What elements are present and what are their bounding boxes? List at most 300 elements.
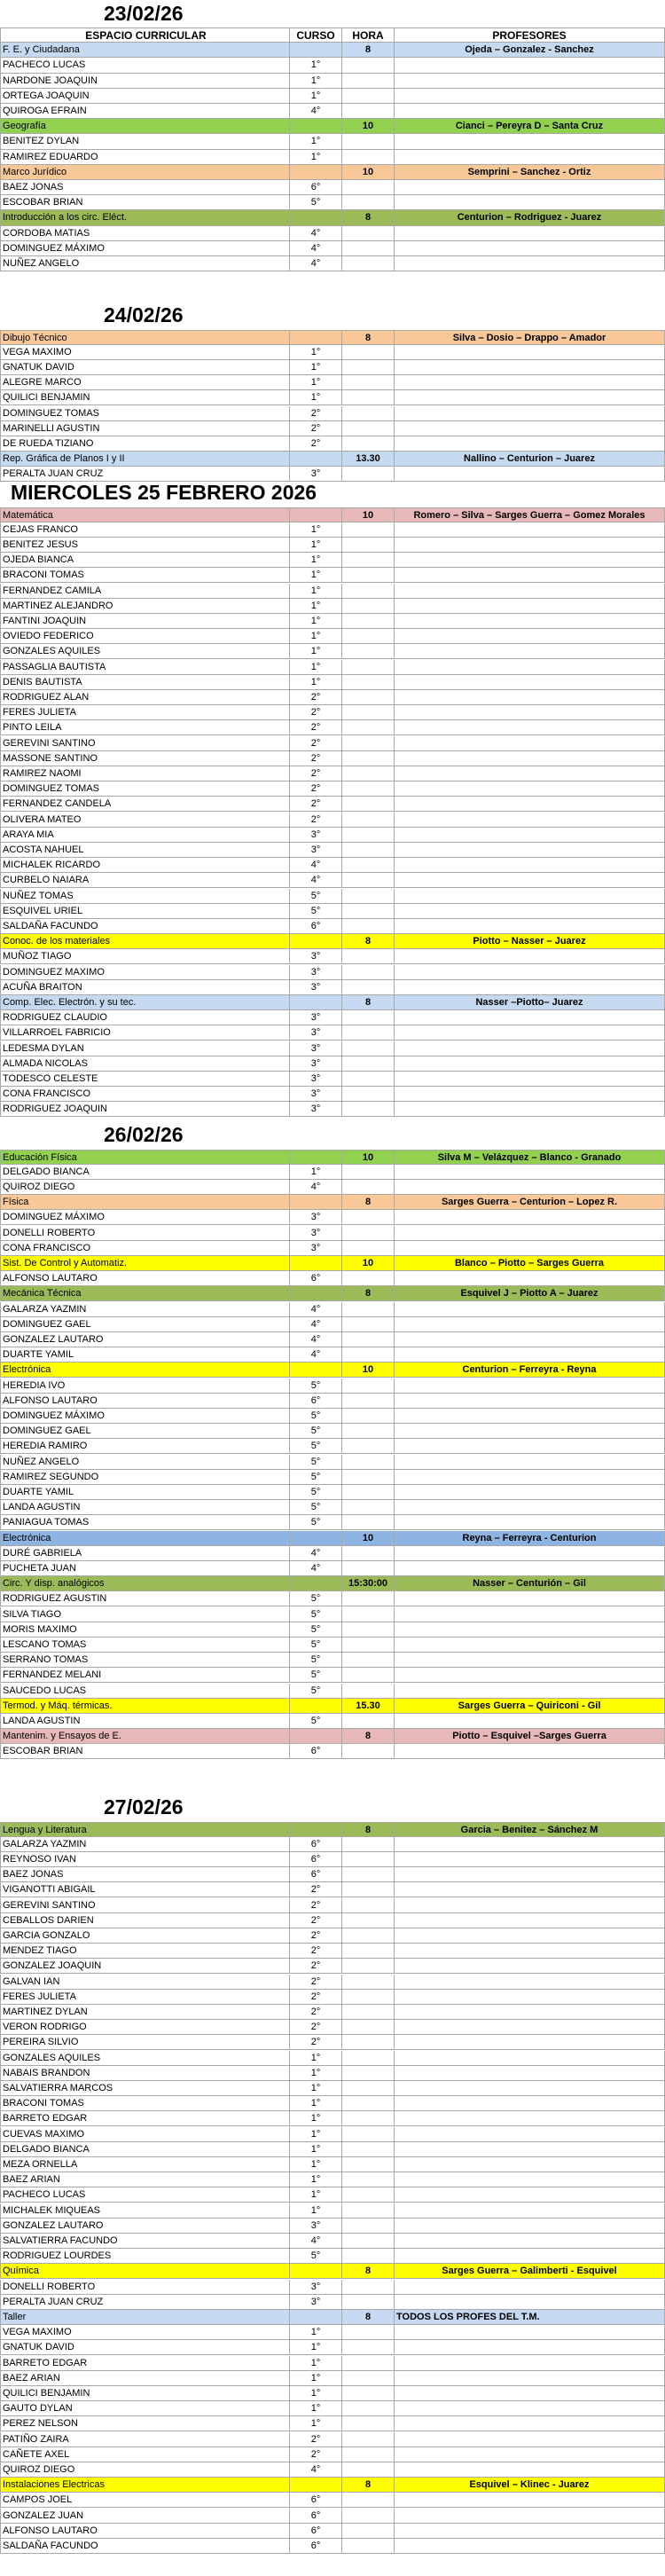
student-row bbox=[0, 2295, 665, 2310]
student-profesores bbox=[394, 2066, 665, 2080]
student-row bbox=[0, 1087, 665, 1102]
student-hora bbox=[341, 390, 394, 404]
student-hora bbox=[341, 150, 394, 164]
student-name: BENITEZ DYLAN bbox=[0, 134, 289, 148]
header-hora: HORA bbox=[341, 28, 394, 42]
student-row bbox=[0, 2020, 665, 2035]
student-curso: 2° bbox=[289, 766, 341, 781]
student-profesores bbox=[394, 2187, 665, 2202]
student-profesores bbox=[394, 781, 665, 796]
student-name: ESCOBAR BRIAN bbox=[0, 1744, 289, 1758]
subject-name: Electrónica bbox=[0, 1363, 289, 1377]
student-hora bbox=[341, 1317, 394, 1331]
student-profesores bbox=[394, 256, 665, 271]
student-curso: 5° bbox=[289, 1470, 341, 1484]
student-row bbox=[0, 873, 665, 888]
subject-row bbox=[0, 43, 665, 58]
student-row bbox=[0, 58, 665, 73]
student-hora bbox=[341, 644, 394, 658]
student-name: GALARZA YAZMIN bbox=[0, 1837, 289, 1851]
student-row bbox=[0, 522, 665, 538]
student-name: ALFONSO LAUTARO bbox=[0, 2524, 289, 2538]
student-profesores bbox=[394, 1332, 665, 1347]
student-row bbox=[0, 2416, 665, 2431]
student-row bbox=[0, 1378, 665, 1394]
student-row bbox=[0, 2035, 665, 2050]
student-name: OLIVERA MATEO bbox=[0, 813, 289, 827]
student-profesores bbox=[394, 584, 665, 598]
student-hora bbox=[341, 584, 394, 598]
student-name: VEGA MAXIMO bbox=[0, 345, 289, 359]
student-curso: 1° bbox=[289, 629, 341, 643]
student-name: SALVATIERRA MARCOS bbox=[0, 2081, 289, 2095]
student-name: SILVA TIAGO bbox=[0, 1607, 289, 1622]
student-name: GALVAN IAN bbox=[0, 1975, 289, 1989]
student-row bbox=[0, 919, 665, 934]
student-hora bbox=[341, 568, 394, 582]
student-curso: 2° bbox=[289, 720, 341, 734]
student-curso: 1° bbox=[289, 2371, 341, 2385]
student-curso: 6° bbox=[289, 1852, 341, 1866]
student-profesores bbox=[394, 1867, 665, 1881]
student-hora bbox=[341, 375, 394, 389]
student-row bbox=[0, 1714, 665, 1729]
student-row bbox=[0, 241, 665, 256]
student-hora bbox=[341, 2432, 394, 2446]
subject-curso bbox=[289, 1699, 341, 1713]
student-hora bbox=[341, 436, 394, 451]
subject-name: Sist. De Control y Automatiz. bbox=[0, 1256, 289, 1270]
student-hora bbox=[341, 2524, 394, 2538]
subject-curso bbox=[289, 43, 341, 57]
student-hora bbox=[341, 2111, 394, 2125]
student-row bbox=[0, 345, 665, 360]
student-name: DOMINGUEZ MÁXIMO bbox=[0, 1210, 289, 1224]
student-curso: 1° bbox=[289, 1165, 341, 1179]
student-name: BRACONI TOMAS bbox=[0, 568, 289, 582]
student-profesores bbox=[394, 74, 665, 88]
student-hora bbox=[341, 522, 394, 537]
student-name: LANDA AGUSTIN bbox=[0, 1714, 289, 1728]
student-row bbox=[0, 1837, 665, 1852]
student-hora bbox=[341, 1010, 394, 1025]
student-row bbox=[0, 690, 665, 705]
student-curso: 2° bbox=[289, 436, 341, 451]
student-hora bbox=[341, 1622, 394, 1637]
student-name: DOMINGUEZ MAXIMO bbox=[0, 965, 289, 979]
student-profesores bbox=[394, 1180, 665, 1194]
student-profesores bbox=[394, 2432, 665, 2446]
student-hora bbox=[341, 2203, 394, 2218]
student-row bbox=[0, 2249, 665, 2264]
student-curso: 1° bbox=[289, 134, 341, 148]
student-hora bbox=[341, 241, 394, 255]
student-profesores bbox=[394, 1898, 665, 1912]
subject-hora: 10 bbox=[341, 1363, 394, 1377]
student-profesores bbox=[394, 1913, 665, 1928]
subject-row bbox=[0, 1256, 665, 1271]
student-profesores bbox=[394, 797, 665, 811]
student-name: LEDESMA DYLAN bbox=[0, 1041, 289, 1056]
student-profesores bbox=[394, 58, 665, 72]
student-name: DOMINGUEZ GAEL bbox=[0, 1424, 289, 1438]
student-curso: 4° bbox=[289, 1332, 341, 1347]
student-curso: 4° bbox=[289, 1546, 341, 1560]
student-row bbox=[0, 2401, 665, 2416]
student-name: GONZALEZ LAUTARO bbox=[0, 1332, 289, 1347]
student-hora bbox=[341, 58, 394, 72]
student-name: LANDA AGUSTIN bbox=[0, 1500, 289, 1514]
student-name: NUÑEZ ANGELO bbox=[0, 256, 289, 271]
student-hora bbox=[341, 828, 394, 842]
student-curso: 3° bbox=[289, 1102, 341, 1116]
student-curso: 1° bbox=[289, 2340, 341, 2354]
student-hora bbox=[341, 2249, 394, 2263]
subject-row bbox=[0, 452, 665, 467]
student-curso: 3° bbox=[289, 949, 341, 963]
student-profesores bbox=[394, 1515, 665, 1529]
subject-row bbox=[0, 507, 665, 522]
student-row bbox=[0, 1210, 665, 1225]
student-row bbox=[0, 1990, 665, 2005]
subject-profesores: Sarges Guerra – Centurion – Lopez R. bbox=[394, 1195, 665, 1209]
student-profesores bbox=[394, 736, 665, 750]
subject-curso bbox=[289, 119, 341, 133]
student-curso: 4° bbox=[289, 256, 341, 271]
student-curso: 1° bbox=[289, 2111, 341, 2125]
student-name: RODRIGUEZ AGUSTIN bbox=[0, 1591, 289, 1606]
student-row bbox=[0, 1744, 665, 1759]
student-row bbox=[0, 1226, 665, 1241]
student-row bbox=[0, 1591, 665, 1606]
subject-curso bbox=[289, 1576, 341, 1590]
student-hora bbox=[341, 1394, 394, 1408]
student-name: FERNANDEZ CAMILA bbox=[0, 584, 289, 598]
student-profesores bbox=[394, 406, 665, 420]
student-profesores bbox=[394, 2111, 665, 2125]
student-name: DELGADO BIANCA bbox=[0, 1165, 289, 1179]
subject-row bbox=[0, 165, 665, 180]
student-curso: 6° bbox=[289, 1271, 341, 1285]
subject-name: Taller bbox=[0, 2310, 289, 2324]
student-profesores bbox=[394, 904, 665, 918]
subject-row bbox=[0, 1531, 665, 1546]
subject-profesores: TODOS LOS PROFES DEL T.M. bbox=[394, 2310, 665, 2324]
student-profesores bbox=[394, 705, 665, 719]
student-row bbox=[0, 2493, 665, 2508]
student-name: QUIROZ DIEGO bbox=[0, 1180, 289, 1194]
student-profesores bbox=[394, 1975, 665, 1989]
student-profesores bbox=[394, 2416, 665, 2431]
student-curso: 4° bbox=[289, 858, 341, 872]
student-curso: 4° bbox=[289, 1347, 341, 1362]
day-title: 24/02/26 bbox=[104, 303, 184, 326]
student-profesores bbox=[394, 1500, 665, 1514]
student-row bbox=[0, 2203, 665, 2219]
student-curso: 6° bbox=[289, 180, 341, 194]
student-name: DUARTE YAMIL bbox=[0, 1485, 289, 1499]
student-row bbox=[0, 599, 665, 614]
student-row bbox=[0, 2187, 665, 2203]
student-name: MARTINEZ ALEJANDRO bbox=[0, 599, 289, 613]
student-curso: 1° bbox=[289, 2051, 341, 2065]
student-row bbox=[0, 1271, 665, 1286]
student-name: MORIS MAXIMO bbox=[0, 1622, 289, 1637]
student-name: GEREVINI SANTINO bbox=[0, 1898, 289, 1912]
student-name: PUCHETA JUAN bbox=[0, 1561, 289, 1575]
student-row bbox=[0, 1637, 665, 1653]
student-curso: 3° bbox=[289, 1025, 341, 1040]
student-name: CORDOBA MATIAS bbox=[0, 226, 289, 240]
subject-profesores: Esquivel – Klinec - Juarez bbox=[394, 2478, 665, 2492]
subject-hora: 13.30 bbox=[341, 452, 394, 466]
table-header-row bbox=[0, 27, 665, 43]
student-row bbox=[0, 2172, 665, 2187]
student-name: NUÑEZ ANGELO bbox=[0, 1455, 289, 1469]
student-curso: 1° bbox=[289, 2081, 341, 2095]
student-profesores bbox=[394, 2172, 665, 2187]
student-curso: 6° bbox=[289, 1837, 341, 1851]
student-profesores bbox=[394, 1424, 665, 1438]
student-name: PEREZ NELSON bbox=[0, 2416, 289, 2431]
student-hora bbox=[341, 873, 394, 887]
student-name: ACOSTA NAHUEL bbox=[0, 843, 289, 857]
subject-hora: 10 bbox=[341, 1151, 394, 1164]
student-profesores bbox=[394, 2142, 665, 2156]
subject-curso bbox=[289, 2478, 341, 2492]
student-row bbox=[0, 1439, 665, 1454]
student-curso: 6° bbox=[289, 2539, 341, 2553]
student-name: DURÉ GABRIELA bbox=[0, 1546, 289, 1560]
student-name: RAMIREZ SEGUNDO bbox=[0, 1470, 289, 1484]
student-row bbox=[0, 1668, 665, 1683]
student-profesores bbox=[394, 1561, 665, 1575]
student-name: VERON RODRIGO bbox=[0, 2020, 289, 2034]
student-curso: 4° bbox=[289, 2234, 341, 2248]
subject-profesores: Romero – Silva – Sarges Guerra – Gomez Morales bbox=[394, 508, 665, 522]
subject-curso bbox=[289, 1729, 341, 1743]
student-curso: 1° bbox=[289, 599, 341, 613]
student-row bbox=[0, 180, 665, 195]
student-curso: 1° bbox=[289, 2096, 341, 2110]
student-profesores bbox=[394, 675, 665, 689]
subject-name: Mecánica Técnica bbox=[0, 1286, 289, 1300]
student-hora bbox=[341, 1439, 394, 1453]
subject-curso bbox=[289, 1151, 341, 1164]
student-hora bbox=[341, 2234, 394, 2248]
student-curso: 5° bbox=[289, 1637, 341, 1652]
student-name: PACHECO LUCAS bbox=[0, 58, 289, 72]
subject-profesores: Centurion – Rodriguez - Juarez bbox=[394, 210, 665, 224]
subject-name: Conoc. de los materiales bbox=[0, 934, 289, 948]
student-profesores bbox=[394, 195, 665, 209]
student-curso: 2° bbox=[289, 2035, 341, 2049]
student-hora bbox=[341, 1959, 394, 1973]
student-hora bbox=[341, 2356, 394, 2370]
student-name: GNATUK DAVID bbox=[0, 2340, 289, 2354]
student-name: GONZALEZ JUAN bbox=[0, 2509, 289, 2523]
student-name: GAUTO DYLAN bbox=[0, 2401, 289, 2415]
student-name: SERRANO TOMAS bbox=[0, 1653, 289, 1667]
student-profesores bbox=[394, 828, 665, 842]
student-curso: 4° bbox=[289, 226, 341, 240]
subject-profesores: Garcia – Benitez – Sánchez M bbox=[394, 1823, 665, 1836]
subject-profesores: Reyna – Ferreyra - Centurion bbox=[394, 1531, 665, 1545]
student-curso: 5° bbox=[289, 1378, 341, 1393]
student-name: BAEZ ARIAN bbox=[0, 2172, 289, 2187]
student-profesores bbox=[394, 2386, 665, 2400]
student-row bbox=[0, 2539, 665, 2554]
student-name: MEZA ORNELLA bbox=[0, 2157, 289, 2172]
student-curso: 1° bbox=[289, 644, 341, 658]
student-name: CURBELO NAIARA bbox=[0, 873, 289, 887]
student-curso: 1° bbox=[289, 568, 341, 582]
student-row bbox=[0, 195, 665, 210]
student-profesores bbox=[394, 1684, 665, 1698]
student-curso: 1° bbox=[289, 58, 341, 72]
student-name: CUEVAS MAXIMO bbox=[0, 2127, 289, 2141]
subject-name: Circ. Y disp. analógicos bbox=[0, 1576, 289, 1590]
student-curso: 2° bbox=[289, 797, 341, 811]
student-name: RODRIGUEZ LOURDES bbox=[0, 2249, 289, 2263]
student-row bbox=[0, 1959, 665, 1974]
student-profesores bbox=[394, 2539, 665, 2553]
student-name: ALFONSO LAUTARO bbox=[0, 1271, 289, 1285]
student-name: ARAYA MIA bbox=[0, 828, 289, 842]
student-name: VILLARROEL FABRICIO bbox=[0, 1025, 289, 1040]
student-name: ALFONSO LAUTARO bbox=[0, 1394, 289, 1408]
student-curso: 1° bbox=[289, 2325, 341, 2339]
student-hora bbox=[341, 843, 394, 857]
student-hora bbox=[341, 949, 394, 963]
student-row bbox=[0, 1424, 665, 1439]
student-profesores bbox=[394, 241, 665, 255]
student-row bbox=[0, 904, 665, 919]
student-hora bbox=[341, 1056, 394, 1071]
student-name: ALMADA NICOLAS bbox=[0, 1056, 289, 1071]
student-row bbox=[0, 1102, 665, 1117]
student-profesores bbox=[394, 421, 665, 436]
student-profesores bbox=[394, 1317, 665, 1331]
subject-hora: 8 bbox=[341, 1286, 394, 1300]
student-row bbox=[0, 89, 665, 104]
subject-name: Instalaciones Electricas bbox=[0, 2478, 289, 2492]
student-profesores bbox=[394, 1744, 665, 1758]
student-row bbox=[0, 797, 665, 812]
student-row bbox=[0, 538, 665, 553]
student-hora bbox=[341, 1744, 394, 1758]
student-profesores bbox=[394, 1882, 665, 1897]
student-curso: 2° bbox=[289, 781, 341, 796]
student-hora bbox=[341, 1347, 394, 1362]
student-name: GONZALES AQUILES bbox=[0, 2051, 289, 2065]
student-row bbox=[0, 1898, 665, 1913]
student-curso: 1° bbox=[289, 522, 341, 537]
subject-name: Lengua y Literatura bbox=[0, 1823, 289, 1836]
student-row bbox=[0, 644, 665, 659]
student-profesores bbox=[394, 1409, 665, 1423]
student-hora bbox=[341, 421, 394, 436]
student-profesores bbox=[394, 2051, 665, 2065]
student-curso: 5° bbox=[289, 1515, 341, 1529]
student-name: ACUÑA BRAITON bbox=[0, 980, 289, 994]
subject-row bbox=[0, 1699, 665, 1714]
student-profesores bbox=[394, 2234, 665, 2248]
student-name: HEREDIA IVO bbox=[0, 1378, 289, 1393]
student-hora bbox=[341, 1684, 394, 1698]
subject-name: Rep. Gráfica de Planos I y II bbox=[0, 452, 289, 466]
student-row bbox=[0, 813, 665, 828]
student-row bbox=[0, 1607, 665, 1622]
subject-row bbox=[0, 2264, 665, 2279]
student-row bbox=[0, 150, 665, 165]
student-hora bbox=[341, 1241, 394, 1255]
student-profesores bbox=[394, 1637, 665, 1652]
student-name: NUÑEZ TOMAS bbox=[0, 889, 289, 903]
student-row bbox=[0, 1653, 665, 1668]
student-curso: 1° bbox=[289, 2066, 341, 2080]
student-curso: 1° bbox=[289, 553, 341, 567]
student-hora bbox=[341, 2401, 394, 2415]
subject-row bbox=[0, 1576, 665, 1591]
student-profesores bbox=[394, 766, 665, 781]
student-profesores bbox=[394, 134, 665, 148]
student-name: PACHECO LUCAS bbox=[0, 2187, 289, 2202]
student-name: BARRETO EDGAR bbox=[0, 2356, 289, 2370]
student-profesores bbox=[394, 919, 665, 933]
student-row bbox=[0, 568, 665, 583]
student-name: MICHALEK RICARDO bbox=[0, 858, 289, 872]
student-name: DONELLI ROBERTO bbox=[0, 1226, 289, 1240]
student-profesores bbox=[394, 390, 665, 404]
subject-hora: 8 bbox=[341, 331, 394, 344]
student-curso: 2° bbox=[289, 2432, 341, 2446]
student-curso: 6° bbox=[289, 2524, 341, 2538]
subject-hora: 8 bbox=[341, 934, 394, 948]
student-hora bbox=[341, 965, 394, 979]
student-curso: 3° bbox=[289, 1072, 341, 1086]
student-profesores bbox=[394, 1056, 665, 1071]
student-profesores bbox=[394, 2401, 665, 2415]
student-name: MENDEZ TIAGO bbox=[0, 1944, 289, 1958]
student-row bbox=[0, 2111, 665, 2126]
student-name: NARDONE JOAQUIN bbox=[0, 74, 289, 88]
student-curso: 3° bbox=[289, 828, 341, 842]
subject-name: Termod. y Máq. térmicas. bbox=[0, 1699, 289, 1713]
student-row bbox=[0, 1072, 665, 1087]
student-name: RAMIREZ NAOMI bbox=[0, 766, 289, 781]
student-name: BRACONI TOMAS bbox=[0, 2096, 289, 2110]
student-name: MARTINEZ DYLAN bbox=[0, 2005, 289, 2019]
student-hora bbox=[341, 1607, 394, 1622]
student-hora bbox=[341, 104, 394, 118]
student-curso: 6° bbox=[289, 2493, 341, 2507]
student-hora bbox=[341, 345, 394, 359]
subject-name: Dibujo Técnico bbox=[0, 331, 289, 344]
student-profesores bbox=[394, 467, 665, 481]
subject-name: F. E. y Ciudadana bbox=[0, 43, 289, 57]
student-hora bbox=[341, 2219, 394, 2233]
subject-name: Comp. Elec. Electrón. y su tec. bbox=[0, 995, 289, 1009]
day-title: 27/02/26 bbox=[104, 1795, 184, 1818]
student-name: REYNOSO IVAN bbox=[0, 1852, 289, 1866]
student-hora bbox=[341, 629, 394, 643]
subject-name: Mantenim. y Ensayos de E. bbox=[0, 1729, 289, 1743]
student-profesores bbox=[394, 843, 665, 857]
student-profesores bbox=[394, 1470, 665, 1484]
student-hora bbox=[341, 1025, 394, 1040]
student-name: PATIÑO ZAIRA bbox=[0, 2432, 289, 2446]
